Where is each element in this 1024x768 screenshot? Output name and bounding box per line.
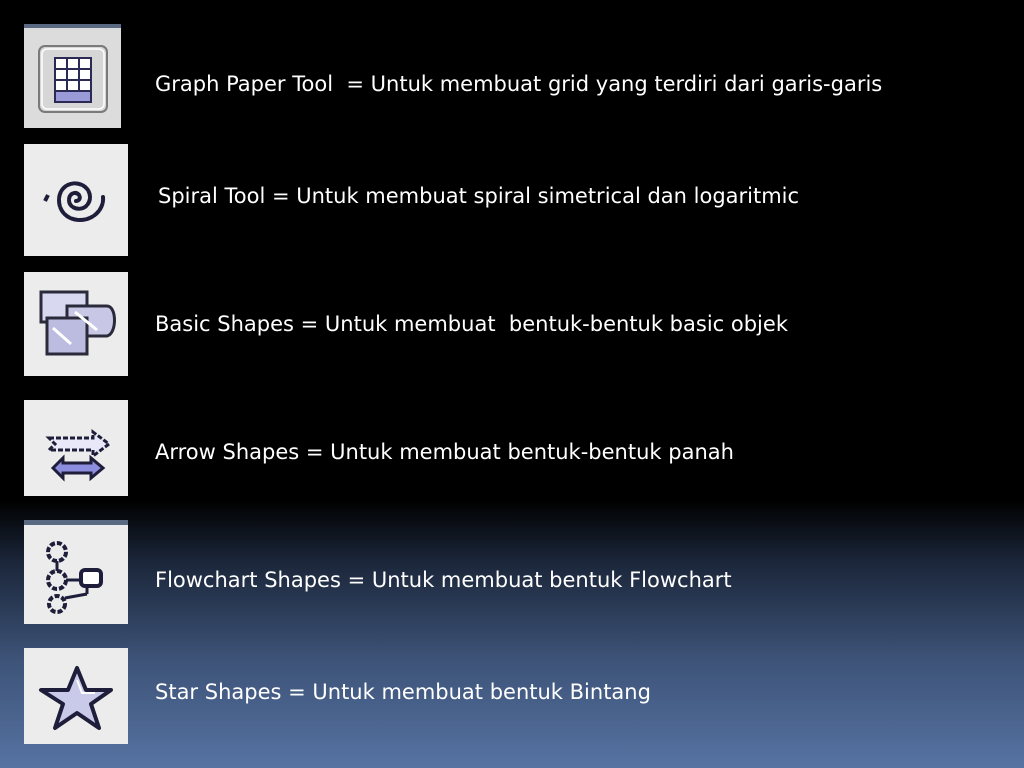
arrow-shapes-label: Arrow Shapes = Untuk membuat bentuk-bentuk panah — [155, 440, 734, 464]
flowchart-shapes-label: Flowchart Shapes = Untuk membuat bentuk Flowchart — [155, 568, 732, 592]
flowchart-shapes-icon[interactable] — [24, 520, 128, 624]
graph-paper-icon[interactable] — [24, 24, 121, 128]
spiral-label: Spiral Tool = Untuk membuat spiral simetrical dan logaritmic — [158, 184, 800, 208]
star-shapes-icon[interactable] — [24, 648, 128, 744]
spiral-icon[interactable] — [24, 144, 128, 256]
basic-shapes-icon[interactable] — [24, 272, 128, 376]
graph-paper-label: Graph Paper Tool = Untuk membuat grid yang terdiri dari garis-garis — [155, 72, 883, 96]
basic-shapes-label: Basic Shapes = Untuk membuat bentuk-bentuk basic objek — [155, 312, 788, 336]
arrow-shapes-icon[interactable] — [24, 400, 128, 496]
star-shapes-label: Star Shapes = Untuk membuat bentuk Bintang — [155, 680, 651, 704]
